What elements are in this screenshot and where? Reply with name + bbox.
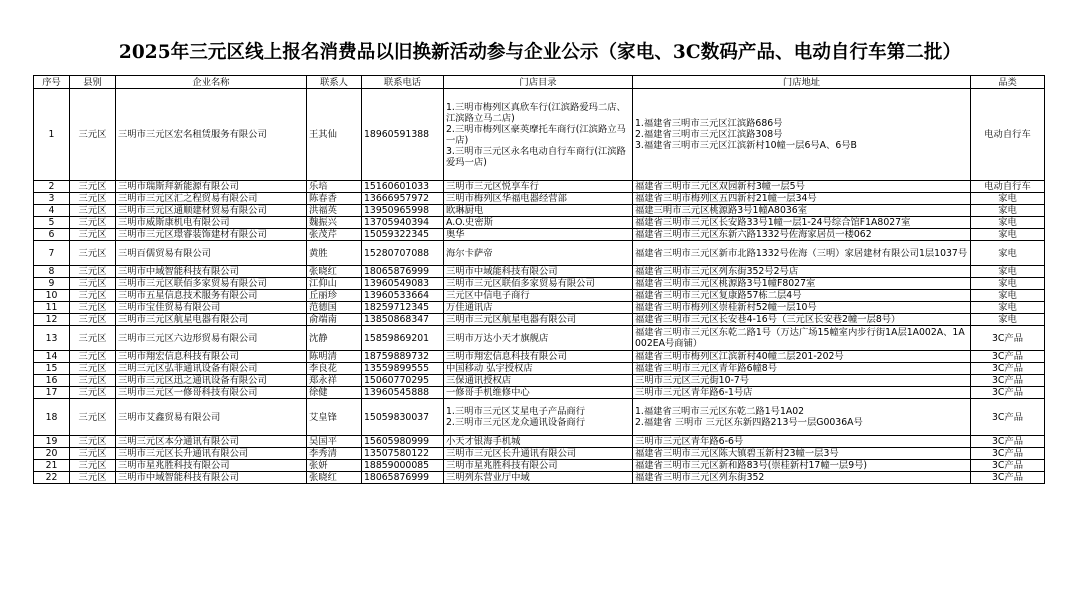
cell-category: 家电 [971,217,1045,229]
table-row [34,205,1045,217]
cell-phone: 15060770295 [362,375,444,387]
cell-county: 三元区 [70,89,116,181]
cell-no: 1 [34,89,70,181]
cell-phone: 18859000085 [362,460,444,472]
cell-address: 福建三明市三元区桃源路3号1幢A8036室 [633,205,971,217]
cell-phone: 13950965998 [362,205,444,217]
header-address: 门店地址 [633,76,971,89]
cell-company: 三明市艾鑫贸易有限公司 [116,399,307,436]
cell-category: 3C产品 [971,399,1045,436]
cell-contact: 俞端南 [307,314,362,326]
cell-address: 1.福建省三明市三元区东乾二路1号1A02 2.福建省 三明市 三元区东新四路213号一层G0036A号 [633,399,971,436]
cell-company: 三明三元区弘菲通讯设备有限公司 [116,363,307,375]
cell-company: 三明市三元区通顺建材贸易有限公司 [116,205,307,217]
cell-contact: 黄胜 [307,241,362,266]
cell-county: 三元区 [70,472,116,484]
cell-address: 福建省三明市三元区新和路83号(崇桂新村17幢一层9号) [633,460,971,472]
cell-county: 三元区 [70,229,116,241]
cell-county: 三元区 [70,205,116,217]
cell-phone: 13507580122 [362,448,444,460]
cell-category: 3C产品 [971,363,1045,375]
cell-company: 三明市三元区迅之通讯设备有限公司 [116,375,307,387]
cell-address: 福建省三明市梅列区五四新村21幢一层34号 [633,193,971,205]
cell-address: 福建省三明市三元区列东街352 [633,472,971,484]
cell-address: 福建省三明市三元区东乾二路1号（万达广场15幢室内步行街1A层1A002A、1A002EA号商铺） [633,326,971,351]
cell-contact: 魏振兴 [307,217,362,229]
header-no: 序号 [34,76,70,89]
cell-stores: 三明市三元区联佰多家贸易有限公司 [444,278,633,290]
cell-category: 电动自行车 [971,181,1045,193]
cell-company: 三明市三元区璟睿装饰建材有限公司 [116,229,307,241]
cell-category: 3C产品 [971,375,1045,387]
cell-stores: 三明市中域能科技有限公司 [444,266,633,278]
cell-company: 三明市三元区联佰多家贸易有限公司 [116,278,307,290]
header-phone: 联系电话 [362,76,444,89]
cell-phone: 18759889732 [362,351,444,363]
header-category: 品类 [971,76,1045,89]
cell-category: 家电 [971,205,1045,217]
cell-category: 家电 [971,302,1045,314]
cell-category: 3C产品 [971,472,1045,484]
cell-stores: 三明市万达小天才旗舰店 [444,326,633,351]
cell-phone: 18065876999 [362,266,444,278]
cell-contact: 张晓红 [307,472,362,484]
cell-stores: 三明市三元区长升通讯有限公司 [444,448,633,460]
cell-stores: 一修哥手机维修中心 [444,387,633,399]
table-row [34,472,1045,484]
cell-contact: 沈静 [307,326,362,351]
cell-no: 10 [34,290,70,302]
cell-no: 14 [34,351,70,363]
cell-category: 家电 [971,290,1045,302]
cell-county: 三元区 [70,266,116,278]
cell-company: 三明市宝佳贸易有限公司 [116,302,307,314]
cell-contact: 陈春香 [307,193,362,205]
header-company: 企业名称 [116,76,307,89]
cell-phone: 15059830037 [362,399,444,436]
cell-no: 18 [34,399,70,436]
cell-county: 三元区 [70,241,116,266]
cell-category: 3C产品 [971,326,1045,351]
cell-phone: 15859869201 [362,326,444,351]
cell-contact: 郑永祥 [307,375,362,387]
cell-stores: 三元区中信电子商行 [444,290,633,302]
cell-stores: A.O.史密斯 [444,217,633,229]
cell-no: 21 [34,460,70,472]
cell-company: 三明市星兆胜科技有限公司 [116,460,307,472]
cell-stores: 三明列东营业厅中域 [444,472,633,484]
table-row [34,217,1045,229]
cell-address: 福建省三明市三元区复康路57栋二层4号 [633,290,971,302]
cell-phone: 15160601033 [362,181,444,193]
cell-company: 三明市威斯康机电有限公司 [116,217,307,229]
cell-address: 福建省三明市三元区桃源路3号1幢F8027室 [633,278,971,290]
table-row [34,278,1045,290]
table-row [34,89,1045,181]
cell-no: 11 [34,302,70,314]
cell-contact: 王其仙 [307,89,362,181]
cell-phone: 15059322345 [362,229,444,241]
cell-stores: 小天才银海手机城 [444,436,633,448]
cell-category: 家电 [971,229,1045,241]
header-county: 县别 [70,76,116,89]
table-row [34,266,1045,278]
cell-county: 三元区 [70,217,116,229]
cell-contact: 徐健 [307,387,362,399]
cell-county: 三元区 [70,314,116,326]
cell-address: 福建省三明市三元区新市北路1332号佐海（三明）家居建材有限公司1层1037号 [633,241,971,266]
table-row [34,326,1045,351]
cell-address: 福建省三明市三元区双园新村3幢一层5号 [633,181,971,193]
cell-stores: 奥华 [444,229,633,241]
cell-address: 福建省三明市三元区列东街352号2号店 [633,266,971,278]
cell-stores: 三明市星兆胜科技有限公司 [444,460,633,472]
cell-contact: 乐培 [307,181,362,193]
cell-county: 三元区 [70,302,116,314]
cell-stores: 中国移动 弘宇授权店 [444,363,633,375]
cell-no: 15 [34,363,70,375]
cell-phone: 15605980999 [362,436,444,448]
cell-phone: 15280707088 [362,241,444,266]
cell-no: 3 [34,193,70,205]
cell-address: 三明市三元区青年路6-6号 [633,436,971,448]
table-row [34,448,1045,460]
cell-contact: 张茂芹 [307,229,362,241]
cell-no: 4 [34,205,70,217]
cell-category: 3C产品 [971,460,1045,472]
cell-stores: 三明市三元区航星电器有限公司 [444,314,633,326]
cell-phone: 13850868347 [362,314,444,326]
cell-contact: 李良花 [307,363,362,375]
cell-no: 12 [34,314,70,326]
cell-category: 家电 [971,278,1045,290]
table-row [34,290,1045,302]
page-title: 2025年三元区线上报名消费品以旧换新活动参与企业公示（家电、3C数码产品、电动自行车第二批） [118,42,962,63]
cell-county: 三元区 [70,399,116,436]
table-row [34,302,1045,314]
cell-no: 13 [34,326,70,351]
table-row [34,375,1045,387]
cell-category: 家电 [971,314,1045,326]
cell-county: 三元区 [70,375,116,387]
cell-no: 19 [34,436,70,448]
cell-county: 三元区 [70,351,116,363]
cell-company: 三明市中域智能科技有限公司 [116,472,307,484]
cell-company: 三明市三元区长升通讯有限公司 [116,448,307,460]
table-row [34,229,1045,241]
table-row [34,193,1045,205]
cell-phone: 18259712345 [362,302,444,314]
cell-address: 福建省三明市三元区长安路33号1幢一层1-24号综合馆F1A8027室 [633,217,971,229]
cell-stores: 三明市梅列区华福电器经营部 [444,193,633,205]
cell-no: 2 [34,181,70,193]
cell-address: 三明市三元区三元街10-7号 [633,375,971,387]
cell-category: 家电 [971,241,1045,266]
cell-county: 三元区 [70,290,116,302]
cell-address: 福建省三明市三元区东新六路1332号佐海家居员一楼062 [633,229,971,241]
cell-no: 8 [34,266,70,278]
cell-contact: 江仰山 [307,278,362,290]
cell-phone: 13960533664 [362,290,444,302]
cell-contact: 洪福英 [307,205,362,217]
cell-county: 三元区 [70,278,116,290]
cell-contact: 吴国平 [307,436,362,448]
cell-company: 三明市瑞斯拜新能源有限公司 [116,181,307,193]
cell-phone: 13960545888 [362,387,444,399]
cell-no: 16 [34,375,70,387]
cell-category: 3C产品 [971,387,1045,399]
cell-stores: 欧琳厨电 [444,205,633,217]
cell-no: 22 [34,472,70,484]
cell-address: 福建省三明市三元区陈大镇碧玉新村23幢一层3号 [633,448,971,460]
cell-contact: 艾皇锋 [307,399,362,436]
cell-category: 家电 [971,193,1045,205]
cell-category: 3C产品 [971,448,1045,460]
cell-contact: 陈明清 [307,351,362,363]
cell-category: 3C产品 [971,436,1045,448]
cell-no: 9 [34,278,70,290]
cell-stores: 1.三明市三元区艾星电子产品商行 2.三明市三元区龙众通讯设备商行 [444,399,633,436]
table-row [34,436,1045,448]
cell-contact: 张晓红 [307,266,362,278]
cell-company: 三明市翔宏信息科技有限公司 [116,351,307,363]
cell-no: 17 [34,387,70,399]
cell-county: 三元区 [70,326,116,351]
cell-county: 三元区 [70,436,116,448]
table-header-row [34,76,1045,89]
cell-contact: 丘丽珍 [307,290,362,302]
cell-county: 三元区 [70,448,116,460]
cell-contact: 范德国 [307,302,362,314]
cell-company: 三明市五星信息技术服务有限公司 [116,290,307,302]
table-row [34,460,1045,472]
cell-stores: 海尔卡萨帝 [444,241,633,266]
cell-contact: 张妍 [307,460,362,472]
cell-address: 福建省三明市梅列区江滨新村40幢二层201-202号 [633,351,971,363]
table-row [34,314,1045,326]
cell-address: 福建省三明市三元区青年路6幢8号 [633,363,971,375]
enterprise-table [33,75,1045,484]
table-row [34,363,1045,375]
cell-no: 20 [34,448,70,460]
cell-county: 三元区 [70,193,116,205]
cell-category: 电动自行车 [971,89,1045,181]
cell-category: 家电 [971,266,1045,278]
cell-address: 福建省三明市梅列区崇桂新村52幢一层10号 [633,302,971,314]
table-row [34,399,1045,436]
cell-phone: 18065876999 [362,472,444,484]
cell-stores: 1.三明市梅列区真欣车行(江滨路爱玛二店、江滨路立马二店) 2.三明市梅列区豪英摩托车商行(江滨路立马一店) 3.三明市三元区永名电动自行车商行(江滨路爱玛一店) [444,89,633,181]
cell-company: 三明三元区本分通讯有限公司 [116,436,307,448]
cell-phone: 13559899555 [362,363,444,375]
cell-stores: 三保通讯授权店 [444,375,633,387]
table-row [34,387,1045,399]
cell-category: 3C产品 [971,351,1045,363]
header-stores: 门店目录 [444,76,633,89]
cell-company: 三明市三元区航星电器有限公司 [116,314,307,326]
cell-phone: 13705940394 [362,217,444,229]
cell-no: 5 [34,217,70,229]
cell-phone: 18960591388 [362,89,444,181]
cell-address: 三明市三元区青年路6-1号店 [633,387,971,399]
cell-company: 三明市三元区汇之程贸易有限公司 [116,193,307,205]
cell-contact: 李秀清 [307,448,362,460]
cell-no: 6 [34,229,70,241]
header-contact: 联系人 [307,76,362,89]
table-row [34,351,1045,363]
cell-company: 三明市三元区宏名租赁服务有限公司 [116,89,307,181]
table-row [34,241,1045,266]
cell-address: 1.福建省三明市三元区江滨路686号 2.福建省三明市三元区江滨路308号 3.福建省三明市三元区江滨新村10幢一层6号A、6号B [633,89,971,181]
cell-address: 福建省三明市三元区长安巷4-16号（三元区长安巷2幢一层8号） [633,314,971,326]
cell-county: 三元区 [70,387,116,399]
cell-stores: 三明市三元区悦享车行 [444,181,633,193]
cell-phone: 13666957972 [362,193,444,205]
cell-phone: 13960549083 [362,278,444,290]
cell-county: 三元区 [70,181,116,193]
cell-stores: 万佳通讯店 [444,302,633,314]
cell-stores: 三明市翔宏信息科技有限公司 [444,351,633,363]
cell-company: 三明市中域智能科技有限公司 [116,266,307,278]
cell-company: 三明百儒贸易有限公司 [116,241,307,266]
table-row [34,181,1045,193]
cell-county: 三元区 [70,363,116,375]
cell-no: 7 [34,241,70,266]
cell-company: 三明市三元区一修哥科技有限公司 [116,387,307,399]
cell-county: 三元区 [70,460,116,472]
cell-company: 三明市三元区六边形贸易有限公司 [116,326,307,351]
